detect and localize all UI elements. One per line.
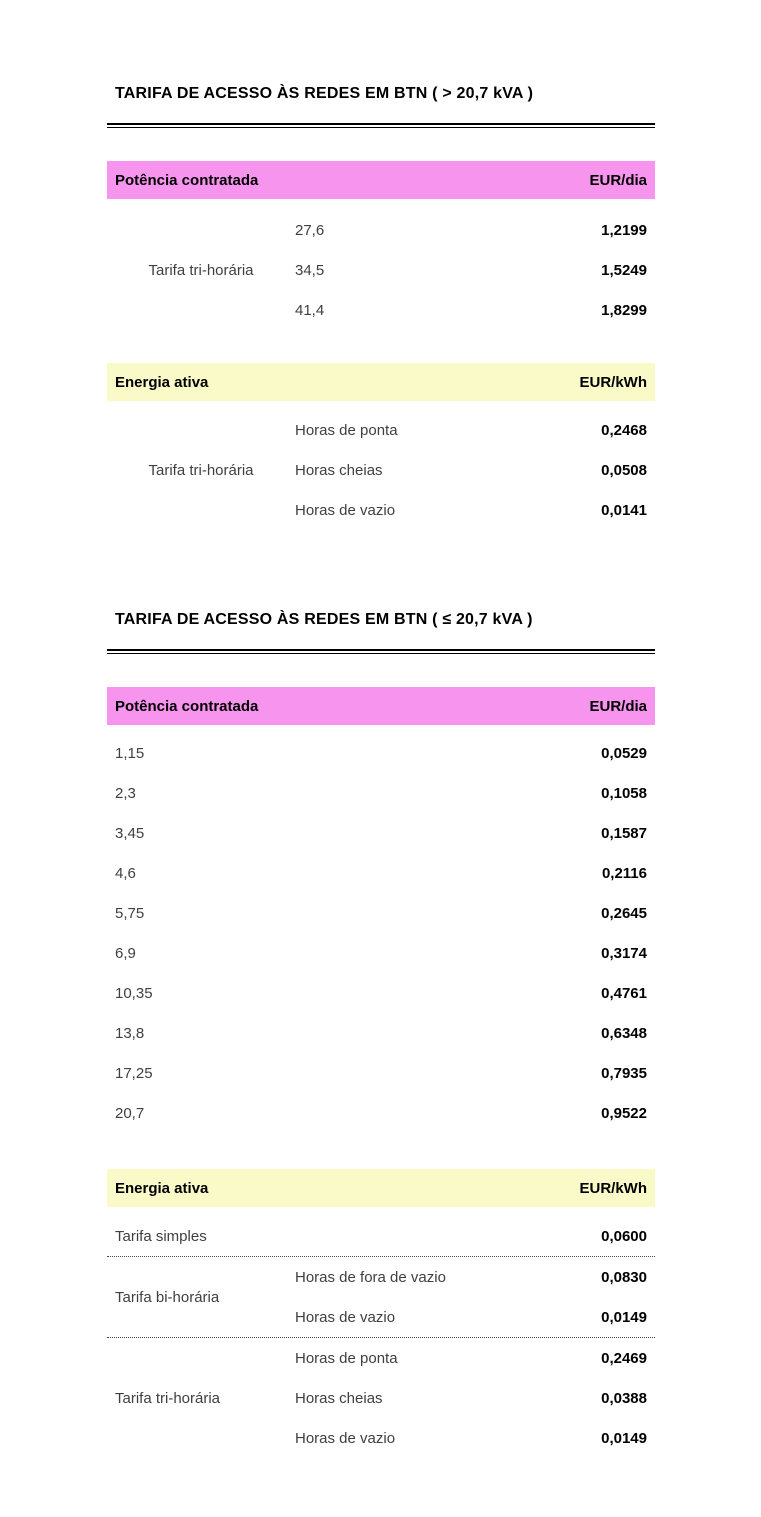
table-row — [107, 933, 655, 973]
group-label: Tarifa tri-horária — [148, 261, 254, 279]
table-row — [295, 490, 655, 530]
row-value: 0,2116 — [601, 864, 647, 882]
row-value: 0,2469 — [601, 1349, 647, 1367]
row-value: 0,2468 — [601, 421, 647, 439]
row-label: 1,15 — [115, 744, 145, 762]
table-row — [295, 1297, 655, 1337]
title-double-rule — [107, 649, 655, 654]
table-row — [295, 1418, 655, 1458]
power-table-high — [107, 210, 655, 330]
table-row — [107, 853, 655, 893]
row-value: 0,7935 — [601, 1064, 647, 1082]
tariff-group-tri-energy — [107, 410, 655, 530]
table-row — [295, 1378, 655, 1418]
row-label: 6,9 — [115, 944, 136, 962]
row-label: Horas de ponta — [295, 1349, 398, 1367]
row-label: 41,4 — [295, 301, 325, 319]
section-title-high: TARIFA DE ACESSO ÀS REDES EM BTN ( > 20,7 kVA ) — [115, 85, 534, 102]
row-value: 0,0149 — [601, 1429, 647, 1447]
row-value: 0,2645 — [601, 904, 647, 922]
row-label: Horas de vazio — [295, 1429, 396, 1447]
row-value: 0,1058 — [601, 784, 647, 802]
energy-header-high — [107, 363, 655, 401]
row-label: Horas de fora de vazio — [295, 1268, 446, 1286]
table-row — [295, 210, 655, 250]
row-value: 0,0388 — [601, 1389, 647, 1407]
row-label: Horas cheias — [295, 1389, 383, 1407]
row-value: 0,9522 — [601, 1104, 647, 1122]
energy-table-high — [107, 410, 655, 530]
row-label: Horas cheias — [295, 461, 383, 479]
table-row — [295, 450, 655, 490]
row-value: 0,0508 — [601, 461, 647, 479]
tariff-group-bi — [107, 1257, 655, 1338]
power-header-unit: EUR/dia — [589, 171, 647, 189]
row-value: 0,0141 — [601, 501, 647, 519]
row-value: 1,2199 — [601, 221, 647, 239]
title-double-rule — [107, 123, 655, 128]
power-table-low — [107, 733, 655, 1133]
table-row — [107, 893, 655, 933]
energy-header-unit: EUR/kWh — [579, 373, 647, 391]
row-value: 0,1587 — [601, 824, 647, 842]
row-label: 3,45 — [115, 824, 145, 842]
table-row — [295, 410, 655, 450]
row-label: Horas de ponta — [295, 421, 398, 439]
row-label: Horas de vazio — [295, 1308, 396, 1326]
table-row — [107, 973, 655, 1013]
row-label: 27,6 — [295, 221, 325, 239]
table-row — [107, 813, 655, 853]
table-row — [107, 773, 655, 813]
row-value: 0,0600 — [601, 1227, 647, 1245]
power-header-high — [107, 161, 655, 199]
row-value: 1,5249 — [601, 261, 647, 279]
row-label: 17,25 — [115, 1064, 153, 1082]
row-value: 1,8299 — [601, 301, 647, 319]
energy-table-low — [107, 1216, 655, 1458]
table-row — [295, 250, 655, 290]
energy-header-unit: EUR/kWh — [579, 1179, 647, 1197]
group-label: Tarifa tri-horária — [148, 461, 254, 479]
group-label: Tarifa tri-horária — [115, 1389, 221, 1407]
table-row — [107, 1053, 655, 1093]
table-row — [295, 1338, 655, 1378]
row-label: 4,6 — [115, 864, 136, 882]
table-row — [295, 290, 655, 330]
power-header-unit: EUR/dia — [589, 697, 647, 715]
row-label: 20,7 — [115, 1104, 145, 1122]
group-label: Tarifa bi-horária — [115, 1288, 220, 1306]
power-header-label: Potência contratada — [115, 697, 259, 715]
section-title-low: TARIFA DE ACESSO ÀS REDES EM BTN ( ≤ 20,7 kVA ) — [115, 611, 533, 628]
tariff-group-tri — [107, 1338, 655, 1458]
energy-header-low — [107, 1169, 655, 1207]
power-header-label: Potência contratada — [115, 171, 259, 189]
tariff-document — [107, 0, 655, 1458]
row-value: 0,3174 — [601, 944, 647, 962]
energy-header-label: Energia ativa — [115, 1179, 209, 1197]
row-label: 13,8 — [115, 1024, 145, 1042]
row-value: 0,0830 — [601, 1268, 647, 1286]
row-label: 10,35 — [115, 984, 153, 1002]
row-value: 0,4761 — [601, 984, 647, 1002]
tariff-row-simples — [107, 1216, 655, 1257]
row-value: 0,0529 — [601, 744, 647, 762]
row-label: 34,5 — [295, 261, 325, 279]
row-label: Horas de vazio — [295, 501, 396, 519]
table-row — [107, 1013, 655, 1053]
row-label: 5,75 — [115, 904, 145, 922]
energy-header-label: Energia ativa — [115, 373, 209, 391]
power-header-low — [107, 687, 655, 725]
tariff-group-tri-power — [107, 210, 655, 330]
table-row — [107, 733, 655, 773]
table-row — [107, 1093, 655, 1133]
row-value: 0,0149 — [601, 1308, 647, 1326]
table-row — [295, 1257, 655, 1297]
row-label: 2,3 — [115, 784, 136, 802]
row-value: 0,6348 — [601, 1024, 647, 1042]
row-label: Tarifa simples — [115, 1227, 207, 1245]
